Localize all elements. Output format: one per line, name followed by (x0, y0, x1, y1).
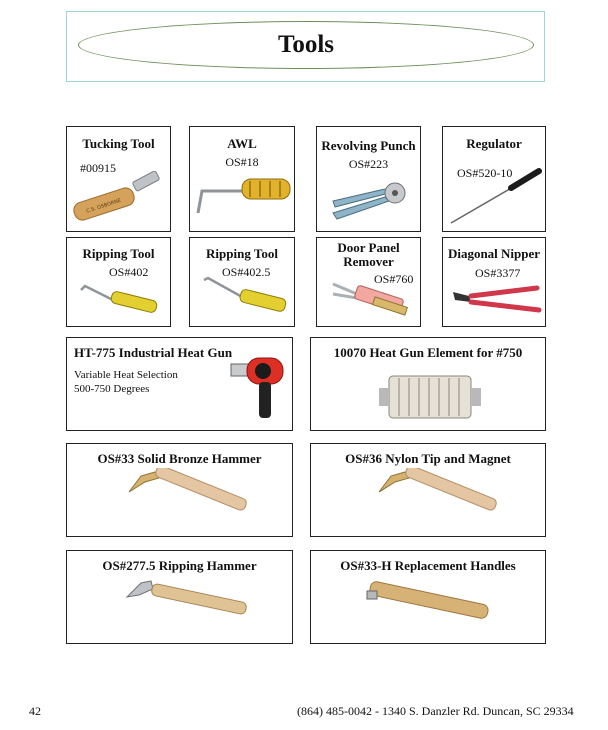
product-name: Revolving Punch (321, 138, 416, 153)
product-code: OS#402 (109, 265, 149, 279)
product-name: 10070 Heat Gun Element for #750 (333, 345, 523, 360)
product-name: Tucking Tool (82, 136, 155, 151)
product-name: Ripping Tool (206, 246, 278, 261)
awl-image (192, 173, 294, 229)
product-code: OS#3377 (475, 266, 521, 280)
revolving-punch-image (327, 177, 415, 227)
product-name: HT-775 Industrial Heat Gun (74, 345, 233, 360)
product-card-door-panel-remover[interactable] (316, 237, 421, 327)
product-card-replacement-handles[interactable] (310, 550, 546, 644)
product-description-2: 500-750 Degrees (74, 383, 150, 395)
product-code: OS#223 (348, 157, 389, 171)
product-card-nylon-tip-hammer[interactable] (310, 443, 546, 537)
ripping-tool-image (77, 280, 167, 322)
product-card-regulator[interactable] (442, 126, 546, 232)
product-code: OS#18 (225, 155, 259, 169)
product-code: OS#760 (374, 272, 414, 286)
replacement-handle-image (361, 575, 497, 637)
product-card-diagonal-nipper[interactable] (442, 237, 546, 327)
product-name: OS#33-H Replacement Handles (340, 558, 516, 573)
product-card-tucking-tool[interactable] (66, 126, 171, 232)
product-name: OS#36 Nylon Tip and Magnet (345, 451, 511, 466)
product-code: #00915 (80, 161, 116, 175)
product-card-heat-gun-element[interactable] (310, 337, 546, 431)
heat-gun-element-image (375, 366, 485, 428)
diagonal-nipper-image (447, 280, 545, 324)
product-name: Diagonal Nipper (447, 246, 541, 261)
product-name: Ripping Tool (82, 246, 155, 261)
product-name: Door Panel Remover (337, 240, 400, 269)
door-panel-remover-image (329, 280, 415, 324)
product-card-ripping-tool-402[interactable] (66, 237, 171, 327)
product-card-awl[interactable] (189, 126, 295, 232)
heat-gun-image (223, 352, 289, 426)
product-name: OS#33 Solid Bronze Hammer (97, 451, 262, 466)
product-name: AWL (227, 136, 257, 151)
product-code: OS#402.5 (222, 265, 271, 279)
product-card-ripping-hammer[interactable] (66, 550, 293, 644)
page-number: 42 (29, 704, 41, 718)
tucking-tool-image (71, 171, 167, 229)
product-card-ripping-tool-402-5[interactable] (189, 237, 295, 327)
regulator-image (445, 165, 545, 227)
ripping-tool-image (200, 274, 292, 322)
product-card-revolving-punch[interactable] (316, 126, 421, 232)
header-oval (78, 21, 534, 69)
page-title: Tools (277, 31, 335, 58)
svg-text:C.S. OSBORNE: C.S. OSBORNE (85, 197, 122, 215)
product-description-1: Variable Heat Selection (74, 369, 178, 381)
product-card-bronze-hammer[interactable] (66, 443, 293, 537)
product-name: OS#277.5 Ripping Hammer (102, 558, 257, 573)
contact-info: (864) 485-0042 - 1340 S. Danzler Rd. Duncan, SC 29334 (297, 704, 574, 718)
nylon-tip-hammer-image (375, 468, 505, 532)
ripping-hammer-image (123, 577, 253, 637)
product-card-heat-gun[interactable] (66, 337, 293, 431)
product-name: Regulator (466, 136, 522, 151)
product-code: OS#520-10 (457, 166, 513, 180)
bronze-hammer-image (125, 468, 255, 532)
